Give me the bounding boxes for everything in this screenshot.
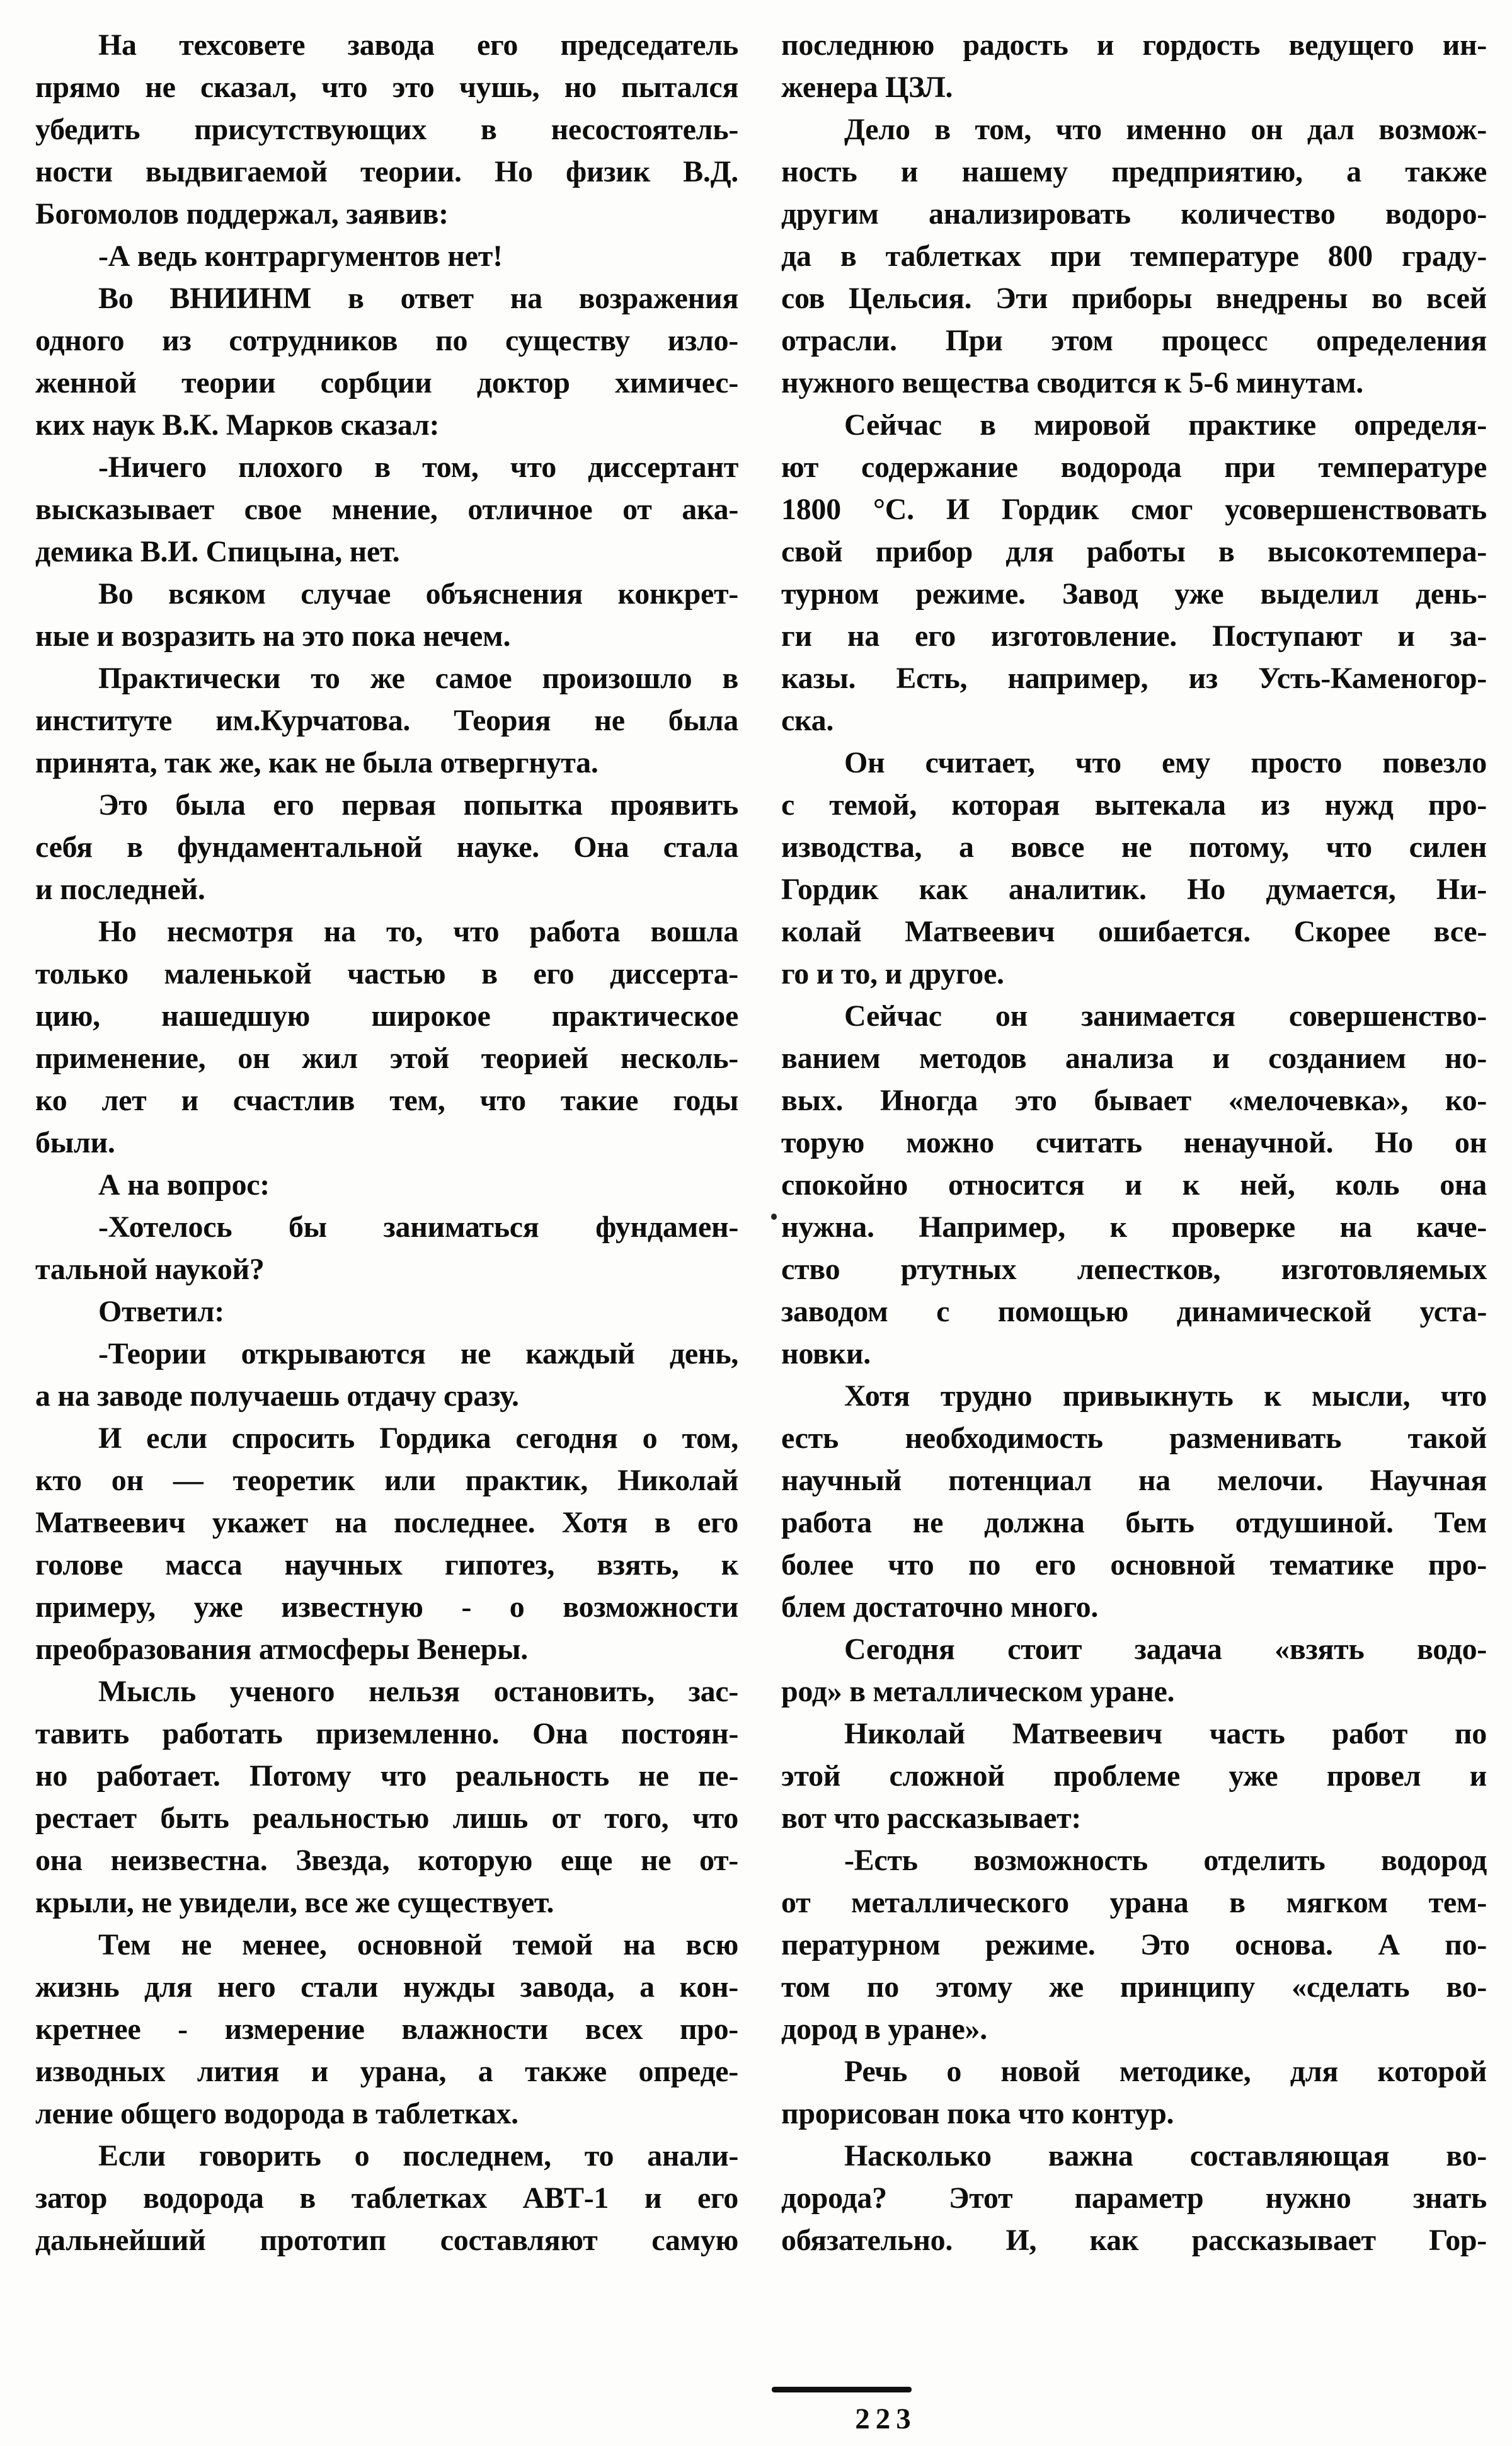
text-line: цию, нашедшую широкое практическое [35, 999, 738, 1033]
text-line: себя в фундаментальной науке. Она стала [35, 830, 738, 864]
text-line: женной теории сорбции доктор химичес- [35, 366, 738, 399]
text-line: женера ЦЗЛ. [781, 71, 953, 104]
text-line: ко лет и счастлив тем, что такие годы [35, 1084, 738, 1117]
text-line: более что по его основной тематике про- [781, 1548, 1487, 1582]
text-line: высказывает свое мнение, отличное от ака- [35, 493, 738, 526]
text-line: колай Матвеевич ошибается. Скорее все- [781, 915, 1487, 948]
footer-rule [772, 2387, 912, 2392]
text-line: Дело в том, что именно он дал возмож- [844, 113, 1487, 146]
text-line: а на заводе получаешь отдачу сразу. [35, 1379, 519, 1413]
text-line: но работает. Потому что реальность не пе- [35, 1759, 738, 1793]
text-line: были. [35, 1126, 115, 1159]
text-line: кретнее - измерение влажности всех про- [35, 2012, 738, 2046]
text-line: демика В.И. Спицына, нет. [35, 535, 400, 568]
text-line: ность и нашему предприятию, а также [781, 155, 1487, 188]
text-line: обязательно. И, как рассказывает Гор- [781, 2224, 1487, 2257]
text-line: вот что рассказывает: [781, 1801, 1082, 1835]
text-line: казы. Есть, например, из Усть-Каменогор- [781, 662, 1487, 695]
text-line: нужного вещества сводится к 5-6 минутам. [781, 366, 1363, 399]
text-line: новки. [781, 1337, 871, 1370]
text-line: Во всяком случае объяснения конкрет- [98, 577, 738, 611]
right-column [781, 24, 1487, 2261]
text-line: применение, он жил этой теорией несколь- [35, 1042, 738, 1075]
page-number: 223 [855, 2403, 917, 2435]
text-line: тавить работать приземленно. Она постоян- [35, 1717, 738, 1750]
text-line: ности выдвигаемой теории. Но физик В.Д. [35, 155, 738, 188]
text-line: Гордик как аналитик. Но думается, Ни- [781, 873, 1487, 906]
text-line: ление общего водорода в таблетках. [35, 2097, 518, 2130]
text-line: дород в уране». [781, 2012, 987, 2046]
text-line: дальнейший прототип составляют самую [35, 2224, 738, 2257]
text-line: голове масса научных гипотез, взять, к [35, 1548, 738, 1582]
text-line: На техсовете завода его председатель [98, 28, 738, 62]
text-line: Тем не менее, основной темой на всю [98, 1928, 738, 1961]
text-line: рестает быть реальностью лишь от того, что [35, 1801, 738, 1835]
text-line: го и то, и другое. [781, 957, 1004, 990]
left-column [35, 24, 738, 2261]
text-line: сов Цельсия. Эти приборы внедрены во всей [781, 282, 1487, 315]
text-line: последнюю радость и гордость ведущего ин- [781, 28, 1487, 62]
text-line: ги на его изготовление. Поступают и за- [781, 619, 1487, 653]
text-line: Это была его первая попытка проявить [98, 788, 738, 822]
text-line: Сейчас в мировой практике определя- [844, 408, 1487, 442]
text-line: прорисован пока что контур. [781, 2097, 1174, 2130]
text-line: свой прибор для работы в высокотемпера- [781, 535, 1487, 568]
text-line: тальной наукой? [35, 1253, 265, 1286]
text-line: от металлического урана в мягком тем- [781, 1886, 1487, 1919]
text-line: Сегодня стоит задача «взять водо- [844, 1633, 1487, 1666]
text-line: Практически то же самое произошло в [98, 662, 738, 695]
text-line: с темой, которая вытекала из нужд про- [781, 788, 1487, 822]
text-line: работа не должна быть отдушиной. Тем [781, 1506, 1487, 1539]
text-line: Он считает, что ему просто повезло [844, 746, 1487, 779]
text-line: Богомолов поддержал, заявив: [35, 197, 449, 231]
text-line: примеру, уже известную - о возможности [35, 1590, 738, 1624]
text-line: И если спросить Гордика сегодня о том, [98, 1421, 738, 1455]
text-line: Во ВНИИНМ в ответ на возражения [98, 282, 738, 315]
text-line: -А ведь контраргументов нет! [98, 239, 503, 273]
text-line: Речь о новой методике, для которой [844, 2055, 1487, 2088]
text-line: Николай Матвеевич часть работ по [844, 1717, 1487, 1750]
text-line: -Теории открываются не каждый день, [98, 1337, 738, 1370]
text-line: турном режиме. Завод уже выделил день- [781, 577, 1487, 611]
text-line: отрасли. При этом процесс определения [781, 324, 1487, 357]
text-line: убедить присутствующих в несостоятель- [35, 113, 738, 146]
ink-dot-artifact [771, 1214, 777, 1220]
text-line: есть необходимость разменивать такой [781, 1421, 1487, 1455]
text-line: том по этому же принципу «сделать во- [781, 1970, 1487, 2004]
text-line: да в таблетках при температуре 800 граду- [781, 239, 1487, 273]
text-line: ких наук В.К. Марков сказал: [35, 408, 440, 442]
text-line: жизнь для него стали нужды завода, а кон- [35, 1970, 738, 2004]
text-line: изводных лития и урана, а также опреде- [35, 2055, 738, 2088]
text-line: вых. Иногда это бывает «мелочевка», ко- [781, 1084, 1487, 1117]
text-line: заводом с помощью динамической уста- [781, 1295, 1487, 1328]
text-line: Если говорить о последнем, то анали- [98, 2139, 738, 2173]
text-line: нужна. Например, к проверке на каче- [781, 1210, 1487, 1244]
text-line: и последней. [35, 873, 205, 906]
text-line: Ответил: [98, 1295, 224, 1328]
text-line: Хотя трудно привыкнуть к мысли, что [844, 1379, 1487, 1413]
text-line: ство ртутных лепестков, изготовляемых [781, 1253, 1487, 1286]
text-line: изводства, а вовсе не потому, что силен [781, 830, 1487, 864]
text-line: преобразования атмосферы Венеры. [35, 1633, 528, 1666]
text-line: принята, так же, как не была отвергнута. [35, 746, 598, 779]
text-line: одного из сотрудников по существу изло- [35, 324, 738, 357]
text-line: дорода? Этот параметр нужно знать [781, 2181, 1487, 2215]
text-line: другим анализировать количество водоро- [781, 197, 1487, 231]
text-line: ска. [781, 704, 834, 737]
text-line: род» в металлическом уране. [781, 1675, 1175, 1708]
text-line: она неизвестна. Звезда, которую еще не от- [35, 1844, 738, 1877]
text-line: блем достаточно много. [781, 1590, 1099, 1624]
text-line: Насколько важна составляющая во- [844, 2139, 1487, 2173]
text-line: только маленькой частью в его диссерта- [35, 957, 738, 990]
text-line: ные и возразить на это пока нечем. [35, 619, 511, 653]
text-line: спокойно относится и к ней, коль она [781, 1168, 1487, 1202]
text-line: торую можно считать ненаучной. Но он [781, 1126, 1487, 1159]
text-line: -Ничего плохого в том, что диссертант [98, 451, 738, 484]
text-line: -Хотелось бы заниматься фундамен- [98, 1210, 738, 1244]
text-line: кто он — теоретик или практик, Николай [35, 1464, 738, 1497]
text-line: ют содержание водорода при температуре [781, 451, 1487, 484]
text-line: институте им.Курчатова. Теория не была [35, 704, 738, 737]
text-line: этой сложной проблеме уже провел и [781, 1759, 1487, 1793]
text-line: 1800 °С. И Гордик смог усовершенствовать [781, 493, 1487, 526]
text-line: Но несмотря на то, что работа вошла [98, 915, 738, 948]
text-line: затор водорода в таблетках АВТ-1 и его [35, 2181, 738, 2215]
text-line: научный потенциал на мелочи. Научная [781, 1464, 1487, 1497]
text-line: Сейчас он занимается совершенство- [844, 999, 1487, 1033]
text-line: ванием методов анализа и созданием но- [781, 1042, 1487, 1075]
text-line: А на вопрос: [98, 1168, 270, 1202]
text-line: крыли, не увидели, все же существует. [35, 1886, 554, 1919]
text-line: Матвеевич укажет на последнее. Хотя в его [35, 1506, 738, 1539]
text-line: прямо не сказал, что это чушь, но пытался [35, 71, 738, 104]
text-line: пературном режиме. Это основа. А по- [781, 1928, 1487, 1961]
text-line: -Есть возможность отделить водород [844, 1844, 1487, 1877]
text-line: Мысль ученого нельзя остановить, зас- [98, 1675, 738, 1708]
